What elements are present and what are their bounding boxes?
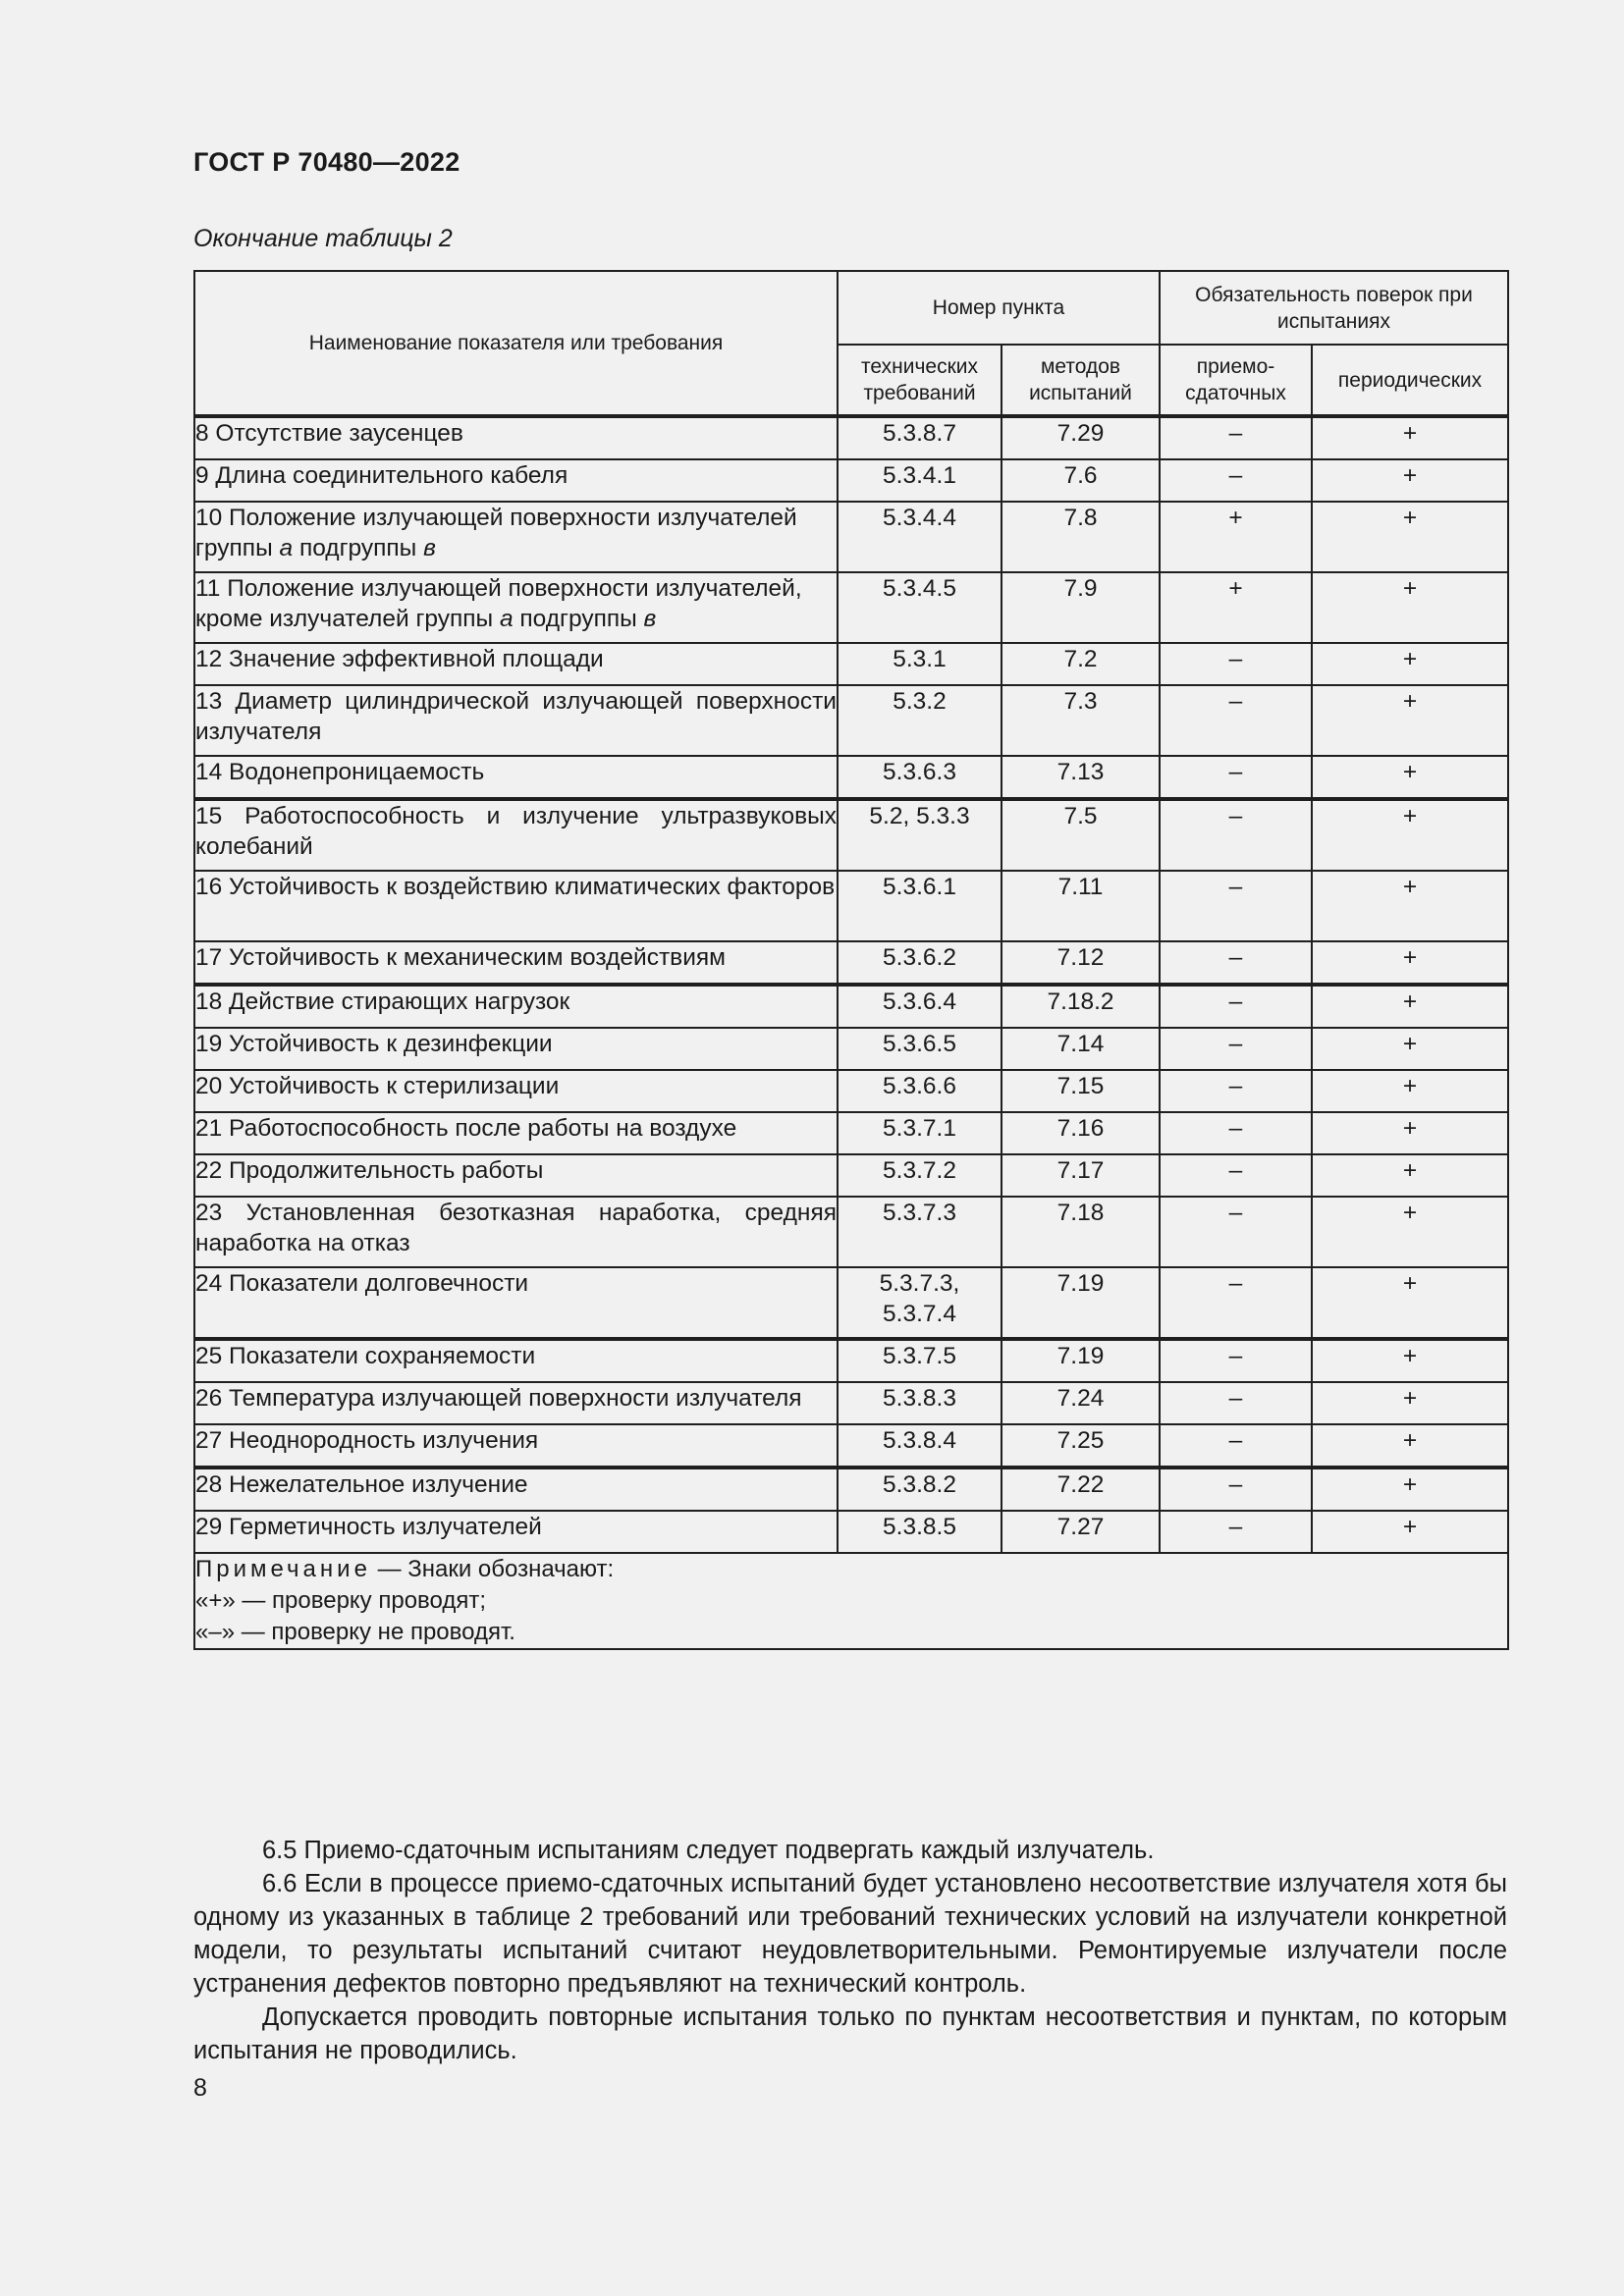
row-method: 7.19: [1001, 1267, 1160, 1339]
table-row: [194, 1112, 1508, 1154]
row-name: 12 Значение эффективной площади: [194, 643, 838, 685]
row-tech: 5.3.6.4: [838, 985, 1001, 1028]
row-method: 7.6: [1001, 459, 1160, 502]
row-periodic: +: [1312, 1154, 1508, 1197]
row-periodic: +: [1312, 1339, 1508, 1382]
row-acceptance: –: [1160, 459, 1312, 502]
row-acceptance: –: [1160, 685, 1312, 756]
row-method: 7.17: [1001, 1154, 1160, 1197]
page-number: 8: [193, 2074, 207, 2102]
row-name: 27 Неоднородность излучения: [194, 1424, 838, 1468]
row-method: 7.9: [1001, 572, 1160, 643]
row-periodic: +: [1312, 1468, 1508, 1511]
standard-header: ГОСТ Р 70480—2022: [193, 147, 460, 177]
row-name: 28 Нежелательное излучение: [194, 1468, 838, 1511]
row-name: 20 Устойчивость к стерилизации: [194, 1070, 838, 1112]
row-tech: 5.3.8.3: [838, 1382, 1001, 1424]
row-periodic: +: [1312, 985, 1508, 1028]
row-periodic: +: [1312, 1382, 1508, 1424]
row-tech: 5.3.2: [838, 685, 1001, 756]
row-method: 7.19: [1001, 1339, 1160, 1382]
table-note: [194, 1553, 1508, 1649]
row-acceptance: –: [1160, 416, 1312, 459]
row-acceptance: –: [1160, 1028, 1312, 1070]
row-periodic: +: [1312, 871, 1508, 941]
table-row: [194, 1468, 1508, 1511]
header-name: Наименование показателя или требования: [194, 271, 838, 416]
row-tech: 5.3.6.5: [838, 1028, 1001, 1070]
table-row: [194, 1070, 1508, 1112]
row-periodic: +: [1312, 1028, 1508, 1070]
row-name: 8 Отсутствие заусенцев: [194, 416, 838, 459]
table-row: [194, 685, 1508, 756]
row-acceptance: –: [1160, 1468, 1312, 1511]
row-method: 7.11: [1001, 871, 1160, 941]
row-acceptance: –: [1160, 871, 1312, 941]
row-method: 7.18.2: [1001, 985, 1160, 1028]
row-periodic: +: [1312, 1112, 1508, 1154]
row-tech: 5.3.7.2: [838, 1154, 1001, 1197]
row-tech: 5.3.7.3, 5.3.7.4: [838, 1267, 1001, 1339]
row-acceptance: –: [1160, 643, 1312, 685]
row-name: 13 Диаметр цилиндрической излучающей поверхности излучателя: [194, 685, 838, 756]
header-mandatory: Обязательность поверок при испытаниях: [1160, 271, 1508, 345]
row-acceptance: –: [1160, 1267, 1312, 1339]
note-label: Примечание: [195, 1556, 371, 1582]
row-tech: 5.3.6.1: [838, 871, 1001, 941]
row-periodic: +: [1312, 502, 1508, 572]
row-tech: 5.3.4.1: [838, 459, 1001, 502]
row-name: 29 Герметичность излучателей: [194, 1511, 838, 1553]
table-caption: Окончание таблицы 2: [193, 225, 453, 252]
row-periodic: +: [1312, 572, 1508, 643]
row-name: 23 Установленная безотказная наработка, средняя наработка на отказ: [194, 1197, 838, 1267]
row-periodic: +: [1312, 1070, 1508, 1112]
row-name: 11 Положение излучающей поверхности излучателей, кроме излучателей группы а подгруппы в: [194, 572, 838, 643]
row-tech: 5.3.8.4: [838, 1424, 1001, 1468]
row-acceptance: +: [1160, 502, 1312, 572]
row-acceptance: +: [1160, 572, 1312, 643]
row-tech: 5.2, 5.3.3: [838, 799, 1001, 871]
row-periodic: +: [1312, 799, 1508, 871]
row-name: 9 Длина соединительного кабеля: [194, 459, 838, 502]
header-item-number: Номер пункта: [838, 271, 1160, 345]
row-method: 7.14: [1001, 1028, 1160, 1070]
row-method: 7.15: [1001, 1070, 1160, 1112]
row-acceptance: –: [1160, 1070, 1312, 1112]
table-row: [194, 1339, 1508, 1382]
row-periodic: +: [1312, 685, 1508, 756]
row-tech: 5.3.7.5: [838, 1339, 1001, 1382]
row-name: 25 Показатели сохраняемости: [194, 1339, 838, 1382]
row-name: 19 Устойчивость к дезинфекции: [194, 1028, 838, 1070]
row-method: 7.16: [1001, 1112, 1160, 1154]
row-name: 26 Температура излучающей поверхности излучателя: [194, 1382, 838, 1424]
paragraph-6-5: 6.5 Приемо-сдаточным испытаниям следует подвергать каждый излучатель.: [262, 1837, 1155, 1864]
row-tech: 5.3.6.2: [838, 941, 1001, 985]
header-tech-requirements: технических требований: [838, 345, 1001, 416]
table-row: [194, 871, 1508, 941]
table-row: [194, 459, 1508, 502]
table-row: [194, 1267, 1508, 1339]
row-tech: 5.3.4.4: [838, 502, 1001, 572]
row-acceptance: –: [1160, 1511, 1312, 1553]
header-acceptance: приемо-сдаточных: [1160, 345, 1312, 416]
table-row: [194, 643, 1508, 685]
row-name: 22 Продолжительность работы: [194, 1154, 838, 1197]
row-tech: 5.3.8.5: [838, 1511, 1001, 1553]
row-name: 18 Действие стирающих нагрузок: [194, 985, 838, 1028]
paragraph-repeat-tests: Допускается проводить повторные испытания только по пунктам несоответствия и пунктам, по которым испытания не проводились.: [193, 2003, 1507, 2064]
table-row: [194, 416, 1508, 459]
row-acceptance: –: [1160, 941, 1312, 985]
table-row: [194, 985, 1508, 1028]
table-row: [194, 1382, 1508, 1424]
row-tech: 5.3.6.6: [838, 1070, 1001, 1112]
row-name: 24 Показатели долговечности: [194, 1267, 838, 1339]
row-name: 10 Положение излучающей поверхности излучателей группы а подгруппы в: [194, 502, 838, 572]
table-row: [194, 1511, 1508, 1553]
row-acceptance: –: [1160, 756, 1312, 799]
row-acceptance: –: [1160, 799, 1312, 871]
note-minus: «–» — проверку не проводят.: [195, 1619, 515, 1645]
table-row: [194, 799, 1508, 871]
row-acceptance: –: [1160, 1424, 1312, 1468]
row-tech: 5.3.4.5: [838, 572, 1001, 643]
row-acceptance: –: [1160, 985, 1312, 1028]
table-row: [194, 502, 1508, 572]
row-tech: 5.3.8.7: [838, 416, 1001, 459]
row-periodic: +: [1312, 1197, 1508, 1267]
row-name: 16 Устойчивость к воздействию климатических факторов: [194, 871, 838, 941]
table-row: [194, 1424, 1508, 1468]
row-tech: 5.3.8.2: [838, 1468, 1001, 1511]
table-note-row: [194, 1553, 1508, 1649]
row-periodic: +: [1312, 1511, 1508, 1553]
row-acceptance: –: [1160, 1197, 1312, 1267]
row-name: 21 Работоспособность после работы на воздухе: [194, 1112, 838, 1154]
header-periodic: периодических: [1312, 345, 1508, 416]
row-method: 7.13: [1001, 756, 1160, 799]
row-periodic: +: [1312, 756, 1508, 799]
row-periodic: +: [1312, 459, 1508, 502]
row-method: 7.12: [1001, 941, 1160, 985]
row-method: 7.8: [1001, 502, 1160, 572]
row-periodic: +: [1312, 1424, 1508, 1468]
row-method: 7.2: [1001, 643, 1160, 685]
paragraph-6-6: 6.6 Если в процессе приемо-сдаточных испытаний будет установлено несоответствие излучателя хотя бы одному из указанных в таблице 2 требований или требований технических условий на излучатели конкретной модели, то результаты испытаний считают неудовлетворительными. Ремонтируемые излучатели после устранения дефектов повторно предъявляют на технический контроль.: [193, 1870, 1507, 1998]
row-periodic: +: [1312, 643, 1508, 685]
row-tech: 5.3.7.3: [838, 1197, 1001, 1267]
row-method: 7.27: [1001, 1511, 1160, 1553]
row-acceptance: –: [1160, 1112, 1312, 1154]
row-method: 7.18: [1001, 1197, 1160, 1267]
note-intro: — Знаки обозначают:: [370, 1556, 615, 1582]
table-row: [194, 756, 1508, 799]
row-acceptance: –: [1160, 1382, 1312, 1424]
row-name: 17 Устойчивость к механическим воздействиям: [194, 941, 838, 985]
requirements-table: [193, 270, 1509, 1650]
table-row: [194, 1028, 1508, 1070]
row-method: 7.3: [1001, 685, 1160, 756]
body-text: [193, 1834, 1507, 2067]
header-test-methods: методов испытаний: [1001, 345, 1160, 416]
row-acceptance: –: [1160, 1154, 1312, 1197]
row-tech: 5.3.7.1: [838, 1112, 1001, 1154]
row-tech: 5.3.6.3: [838, 756, 1001, 799]
row-method: 7.5: [1001, 799, 1160, 871]
table-row: [194, 1197, 1508, 1267]
row-method: 7.29: [1001, 416, 1160, 459]
row-method: 7.22: [1001, 1468, 1160, 1511]
note-plus: «+» — проверку проводят;: [195, 1587, 487, 1614]
table-row: [194, 941, 1508, 985]
row-periodic: +: [1312, 1267, 1508, 1339]
row-periodic: +: [1312, 941, 1508, 985]
row-acceptance: –: [1160, 1339, 1312, 1382]
row-method: 7.25: [1001, 1424, 1160, 1468]
row-periodic: +: [1312, 416, 1508, 459]
row-name: 14 Водонепроницаемость: [194, 756, 838, 799]
row-tech: 5.3.1: [838, 643, 1001, 685]
row-method: 7.24: [1001, 1382, 1160, 1424]
table-row: [194, 572, 1508, 643]
row-name: 15 Работоспособность и излучение ультразвуковых колебаний: [194, 799, 838, 871]
table-row: [194, 1154, 1508, 1197]
